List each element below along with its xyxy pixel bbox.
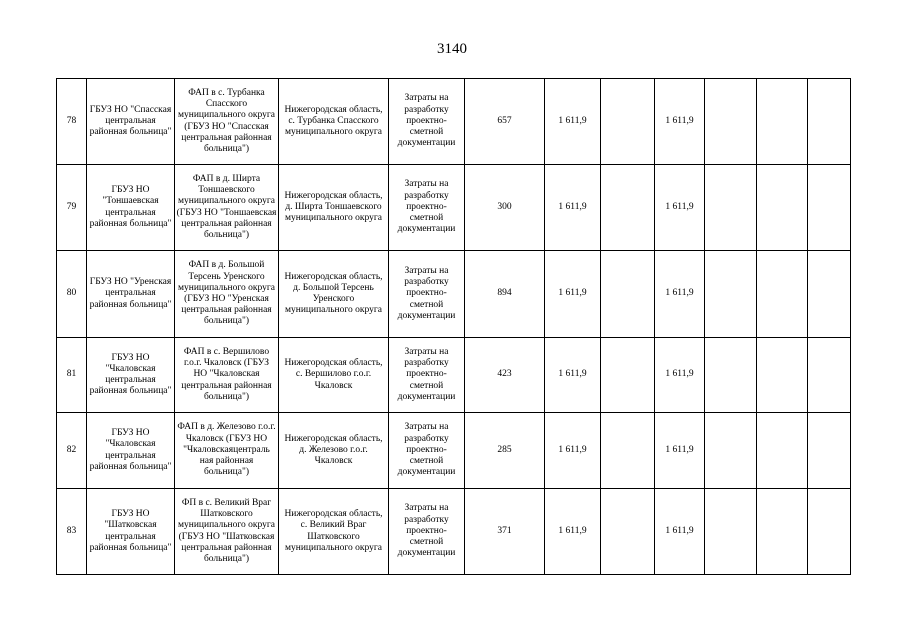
value-cell-5 — [705, 165, 757, 251]
value-cell-1: 285 — [465, 413, 545, 489]
value-cell-1: 657 — [465, 79, 545, 165]
object-cell: ФАП в с. Вершилово г.о.г. Чкаловск (ГБУЗ НО "Чкаловская центральная районная больница") — [175, 338, 279, 413]
cost-type-cell: Затраты на разработку проектно-сметной документации — [389, 338, 465, 413]
organization-cell: ГБУЗ НО "Спасская центральная районная больница" — [87, 79, 175, 165]
value-cell-6 — [757, 489, 808, 575]
address-cell: Нижегородская область, с. Великий Враг Шатковского муниципального округа — [279, 489, 389, 575]
page-number: 3140 — [437, 41, 467, 57]
value-cell-5 — [705, 489, 757, 575]
table-row — [57, 251, 851, 338]
value-cell-5 — [705, 79, 757, 165]
value-cell-6 — [757, 338, 808, 413]
row-number: 78 — [57, 79, 87, 165]
value-cell-4: 1 611,9 — [655, 79, 705, 165]
value-cell-2: 1 611,9 — [545, 251, 601, 338]
value-cell-4: 1 611,9 — [655, 165, 705, 251]
value-cell-3 — [601, 413, 655, 489]
address-cell: Нижегородская область, с. Вершилово г.о.г. Чкаловск — [279, 338, 389, 413]
row-number: 80 — [57, 251, 87, 338]
address-cell: Нижегородская область, д. Ширта Тоншаевского муниципального округа — [279, 165, 389, 251]
value-cell-3 — [601, 251, 655, 338]
value-cell-3 — [601, 338, 655, 413]
value-cell-5 — [705, 413, 757, 489]
value-cell-7 — [808, 413, 851, 489]
object-cell: ФП в с. Великий Враг Шатковского муниципального округа (ГБУЗ НО "Шатковская центральная районная больница") — [175, 489, 279, 575]
cost-type-cell: Затраты на разработку проектно-сметной документации — [389, 251, 465, 338]
value-cell-4: 1 611,9 — [655, 251, 705, 338]
row-number: 82 — [57, 413, 87, 489]
value-cell-7 — [808, 338, 851, 413]
table-row — [57, 489, 851, 575]
value-cell-2: 1 611,9 — [545, 165, 601, 251]
value-cell-2: 1 611,9 — [545, 79, 601, 165]
address-cell: Нижегородская область, д. Железово г.о.г. Чкаловск — [279, 413, 389, 489]
organization-cell: ГБУЗ НО "Уренская центральная районная больница" — [87, 251, 175, 338]
value-cell-5 — [705, 338, 757, 413]
value-cell-7 — [808, 251, 851, 338]
value-cell-6 — [757, 79, 808, 165]
organization-cell: ГБУЗ НО "Тоншаевская центральная районная больница" — [87, 165, 175, 251]
value-cell-7 — [808, 165, 851, 251]
table-row — [57, 338, 851, 413]
address-cell: Нижегородская область, д. Большой Терсень Уренского муниципального округа — [279, 251, 389, 338]
cost-type-cell: Затраты на разработку проектно-сметной документации — [389, 165, 465, 251]
value-cell-2: 1 611,9 — [545, 338, 601, 413]
value-cell-6 — [757, 165, 808, 251]
value-cell-1: 300 — [465, 165, 545, 251]
table-row — [57, 165, 851, 251]
value-cell-3 — [601, 79, 655, 165]
value-cell-1: 423 — [465, 338, 545, 413]
value-cell-3 — [601, 489, 655, 575]
value-cell-4: 1 611,9 — [655, 489, 705, 575]
row-number: 79 — [57, 165, 87, 251]
value-cell-1: 894 — [465, 251, 545, 338]
address-cell: Нижегородская область, с. Турбанка Спасского муниципального округа — [279, 79, 389, 165]
object-cell: ФАП в д. Железово г.о.г. Чкаловск (ГБУЗ НО "Чкаловскаяцентраль ная районная больница") — [175, 413, 279, 489]
organization-cell: ГБУЗ НО "Чкаловская центральная районная больница" — [87, 413, 175, 489]
cost-type-cell: Затраты на разработку проектно-сметной документации — [389, 489, 465, 575]
row-number: 83 — [57, 489, 87, 575]
object-cell: ФАП в д. Большой Терсень Уренского муниципального округа (ГБУЗ НО "Уренская центральная районная больница") — [175, 251, 279, 338]
value-cell-7 — [808, 489, 851, 575]
organization-cell: ГБУЗ НО "Чкаловская центральная районная больница" — [87, 338, 175, 413]
organization-cell: ГБУЗ НО "Шатковская центральная районная больница" — [87, 489, 175, 575]
object-cell: ФАП в д. Ширта Тоншаевского муниципального округа (ГБУЗ НО "Тоншаевская центральная районная больница") — [175, 165, 279, 251]
object-cell: ФАП в с. Турбанка Спасского муниципального округа (ГБУЗ НО "Спасская центральная районная больница") — [175, 79, 279, 165]
value-cell-7 — [808, 79, 851, 165]
value-cell-4: 1 611,9 — [655, 338, 705, 413]
value-cell-4: 1 611,9 — [655, 413, 705, 489]
table-row — [57, 413, 851, 489]
value-cell-2: 1 611,9 — [545, 489, 601, 575]
table-row — [57, 79, 851, 165]
cost-type-cell: Затраты на разработку проектно-сметной документации — [389, 413, 465, 489]
value-cell-5 — [705, 251, 757, 338]
value-cell-3 — [601, 165, 655, 251]
budget-table — [56, 78, 851, 575]
value-cell-2: 1 611,9 — [545, 413, 601, 489]
value-cell-6 — [757, 413, 808, 489]
value-cell-1: 371 — [465, 489, 545, 575]
value-cell-6 — [757, 251, 808, 338]
row-number: 81 — [57, 338, 87, 413]
cost-type-cell: Затраты на разработку проектно-сметной документации — [389, 79, 465, 165]
